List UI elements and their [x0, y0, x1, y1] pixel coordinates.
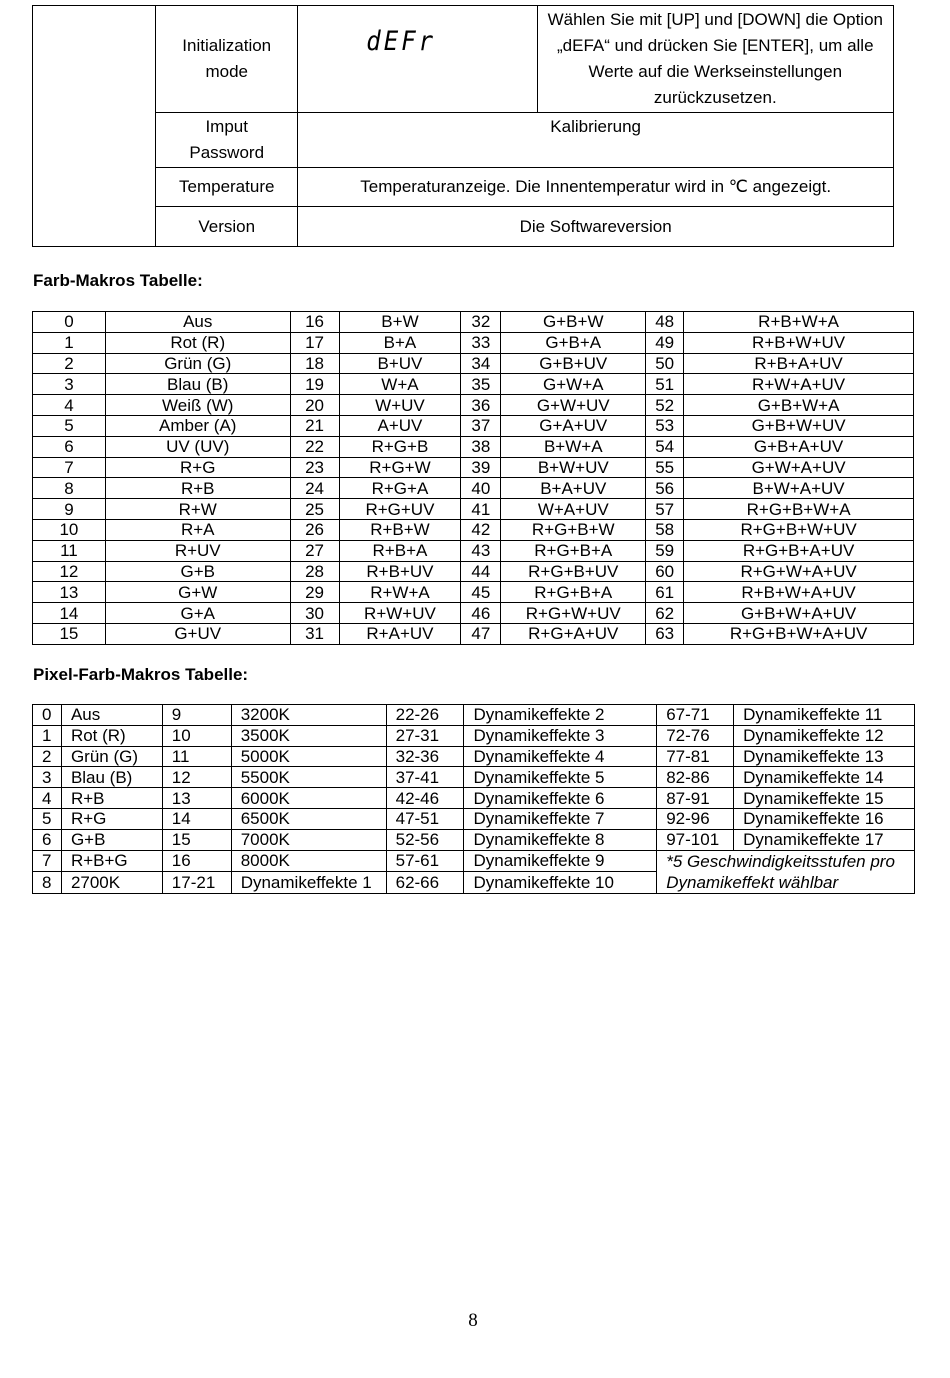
macro-color-cell: R+G+B+A [501, 540, 646, 561]
macro-number-cell: 40 [461, 478, 501, 499]
macro-color-cell: G+W [105, 582, 290, 603]
macro-color-cell: Weiß (W) [105, 395, 290, 416]
version-description: Die Softwareversion [298, 207, 894, 247]
pixel-number-cell: 37-41 [386, 767, 464, 788]
pixel-effect-cell: Dynamikeffekte 10 [464, 872, 657, 894]
pixel-effect-cell: Dynamikeffekte 4 [464, 746, 657, 767]
macro-number-cell: 26 [290, 519, 339, 540]
temperature-description: Temperaturanzeige. Die Innentemperatur wird in ℃ angezeigt. [298, 168, 894, 207]
macro-color-cell: Amber (A) [105, 415, 290, 436]
macro-number-cell: 60 [646, 561, 684, 582]
macro-number-cell: 11 [33, 540, 106, 561]
macro-color-cell: B+A+UV [501, 478, 646, 499]
pixel-number-cell: 82-86 [657, 767, 734, 788]
macro-color-cell: B+W+A+UV [684, 478, 914, 499]
macro-color-cell: R+A [105, 519, 290, 540]
macro-color-cell: R+B+W+A [684, 312, 914, 333]
pixel-effect-cell: Dynamikeffekte 2 [464, 705, 657, 726]
macro-color-cell: R+W [105, 499, 290, 520]
pixel-effect-cell: 2700K [61, 872, 162, 894]
pixel-effect-cell: Dynamikeffekte 14 [734, 767, 915, 788]
macro-color-cell: G+B+UV [501, 353, 646, 374]
macro-number-cell: 48 [646, 312, 684, 333]
table-row [33, 457, 914, 478]
macro-number-cell: 50 [646, 353, 684, 374]
macro-color-cell: UV (UV) [105, 436, 290, 457]
pixel-effect-cell: R+B+G [61, 850, 162, 872]
macro-number-cell: 44 [461, 561, 501, 582]
macro-number-cell: 22 [290, 436, 339, 457]
macro-number-cell: 43 [461, 540, 501, 561]
macro-color-cell: R+B+UV [339, 561, 461, 582]
pixel-number-cell: 52-56 [386, 829, 464, 850]
macro-number-cell: 10 [33, 519, 106, 540]
macro-number-cell: 0 [33, 312, 106, 333]
table-row [33, 478, 914, 499]
macro-color-cell: R+G+B+W+A [684, 499, 914, 520]
macro-color-cell: G+B+W+A+UV [684, 603, 914, 624]
macro-color-cell: R+G+A+UV [501, 623, 646, 644]
macro-color-cell: B+W+UV [501, 457, 646, 478]
pixel-number-cell: 62-66 [386, 872, 464, 894]
macro-number-cell: 9 [33, 499, 106, 520]
pixel-number-cell: 27-31 [386, 725, 464, 746]
macro-color-cell: G+B+W+A [684, 395, 914, 416]
macro-number-cell: 15 [33, 623, 106, 644]
color-macros-heading: Farb-Makros Tabelle: [33, 271, 203, 290]
pixel-number-cell: 42-46 [386, 788, 464, 809]
macro-number-cell: 14 [33, 603, 106, 624]
pixel-effect-cell: Dynamikeffekte 6 [464, 788, 657, 809]
macro-color-cell: R+G+W+UV [501, 603, 646, 624]
pixel-number-cell: 4 [33, 788, 62, 809]
macro-number-cell: 25 [290, 499, 339, 520]
pixel-effect-cell: Dynamikeffekte 9 [464, 850, 657, 872]
macro-color-cell: Grün (G) [105, 353, 290, 374]
password-description: Kalibrierung [298, 113, 894, 168]
macro-number-cell: 35 [461, 374, 501, 395]
macro-number-cell: 5 [33, 415, 106, 436]
macro-color-cell: R+G+W [339, 457, 461, 478]
pixel-number-cell: 11 [162, 746, 231, 767]
macro-number-cell: 6 [33, 436, 106, 457]
pixel-number-cell: 8 [33, 872, 62, 894]
macro-color-cell: R+B+A [339, 540, 461, 561]
macro-number-cell: 46 [461, 603, 501, 624]
macro-number-cell: 36 [461, 395, 501, 416]
pixel-macros-table [32, 704, 915, 894]
macro-color-cell: W+A [339, 374, 461, 395]
pixel-number-cell: 9 [162, 705, 231, 726]
macro-color-cell: R+W+A+UV [684, 374, 914, 395]
macro-color-cell: B+W [339, 312, 461, 333]
macro-number-cell: 1 [33, 332, 106, 353]
pixel-effect-cell: Dynamikeffekte 15 [734, 788, 915, 809]
table-row [33, 705, 915, 726]
macro-color-cell: G+W+A [501, 374, 646, 395]
macro-number-cell: 37 [461, 415, 501, 436]
pixel-effect-cell: Grün (G) [61, 746, 162, 767]
macro-color-cell: R+A+UV [339, 623, 461, 644]
pixel-number-cell: 12 [162, 767, 231, 788]
macro-number-cell: 16 [290, 312, 339, 333]
speed-note: *5 Geschwindigkeitsstufen pro Dynamikeffekt wählbar [657, 850, 915, 893]
macro-number-cell: 63 [646, 623, 684, 644]
macro-color-cell: R+G+B+W+UV [684, 519, 914, 540]
macro-color-cell: G+UV [105, 623, 290, 644]
macro-number-cell: 21 [290, 415, 339, 436]
macro-number-cell: 17 [290, 332, 339, 353]
macro-color-cell: R+G+B+W [501, 519, 646, 540]
table-row [33, 561, 914, 582]
pixel-effect-cell: 3200K [231, 705, 386, 726]
macro-color-cell: R+G+B [339, 436, 461, 457]
macro-color-cell: R+G+B+UV [501, 561, 646, 582]
macro-color-cell: B+A [339, 332, 461, 353]
pixel-effect-cell: Dynamikeffekte 17 [734, 829, 915, 850]
table-row [33, 850, 915, 872]
pixel-number-cell: 72-76 [657, 725, 734, 746]
macro-color-cell: G+W+A+UV [684, 457, 914, 478]
macro-number-cell: 32 [461, 312, 501, 333]
pixel-effect-cell: Dynamikeffekte 5 [464, 767, 657, 788]
macro-number-cell: 13 [33, 582, 106, 603]
page-number: 8 [468, 1310, 478, 1331]
temperature-label: Temperature [156, 168, 298, 207]
macro-number-cell: 20 [290, 395, 339, 416]
table-row [33, 582, 914, 603]
table-row [33, 808, 915, 829]
macro-number-cell: 24 [290, 478, 339, 499]
macro-color-cell: B+W+A [501, 436, 646, 457]
pixel-effect-cell: 5000K [231, 746, 386, 767]
pixel-effect-cell: Dynamikeffekte 12 [734, 725, 915, 746]
table-row [33, 829, 915, 850]
pixel-number-cell: 13 [162, 788, 231, 809]
pixel-effect-cell: R+G [61, 808, 162, 829]
macro-number-cell: 51 [646, 374, 684, 395]
pixel-effect-cell: 8000K [231, 850, 386, 872]
pixel-number-cell: 14 [162, 808, 231, 829]
pixel-effect-cell: G+B [61, 829, 162, 850]
macro-number-cell: 41 [461, 499, 501, 520]
pixel-effect-cell: Dynamikeffekte 8 [464, 829, 657, 850]
macro-number-cell: 54 [646, 436, 684, 457]
macro-color-cell: G+W+UV [501, 395, 646, 416]
pixel-number-cell: 2 [33, 746, 62, 767]
macro-color-cell: G+A [105, 603, 290, 624]
pixel-number-cell: 7 [33, 850, 62, 872]
init-mode-description: Wählen Sie mit [UP] und [DOWN] die Option „dEFA“ und drücken Sie [ENTER], um alle Werte auf die Werkseinstellungen zurückzusetzen. [537, 6, 893, 113]
macro-number-cell: 31 [290, 623, 339, 644]
macro-number-cell: 8 [33, 478, 106, 499]
pixel-number-cell: 16 [162, 850, 231, 872]
pixel-number-cell: 47-51 [386, 808, 464, 829]
pixel-effect-cell: Dynamikeffekte 7 [464, 808, 657, 829]
macro-number-cell: 23 [290, 457, 339, 478]
macro-number-cell: 39 [461, 457, 501, 478]
table-row [33, 499, 914, 520]
macro-number-cell: 55 [646, 457, 684, 478]
pixel-number-cell: 0 [33, 705, 62, 726]
table-row [33, 725, 915, 746]
macro-color-cell: G+B+W [501, 312, 646, 333]
table-row [33, 353, 914, 374]
pixel-number-cell: 87-91 [657, 788, 734, 809]
macro-color-cell: R+G+B+W+A+UV [684, 623, 914, 644]
macro-color-cell: A+UV [339, 415, 461, 436]
pixel-effect-cell: 6000K [231, 788, 386, 809]
pixel-macros-heading: Pixel-Farb-Makros Tabelle: [33, 665, 249, 684]
macro-number-cell: 49 [646, 332, 684, 353]
version-label: Version [156, 207, 298, 247]
pixel-number-cell: 6 [33, 829, 62, 850]
init-mode-label: Initialization mode [156, 6, 298, 113]
macro-color-cell: R+B+W [339, 519, 461, 540]
macro-color-cell: B+UV [339, 353, 461, 374]
macro-number-cell: 33 [461, 332, 501, 353]
macro-color-cell: W+UV [339, 395, 461, 416]
macro-number-cell: 45 [461, 582, 501, 603]
macro-color-cell: Aus [105, 312, 290, 333]
pixel-effect-cell: 3500K [231, 725, 386, 746]
password-label: Imput Password [156, 113, 298, 168]
table-row [33, 623, 914, 644]
lcd-display-text: dEFr [366, 25, 437, 57]
macro-number-cell: 27 [290, 540, 339, 561]
pixel-number-cell: 57-61 [386, 850, 464, 872]
macro-number-cell: 7 [33, 457, 106, 478]
pixel-effect-cell: R+B [61, 788, 162, 809]
pixel-effect-cell: 7000K [231, 829, 386, 850]
pixel-effect-cell: Dynamikeffekte 11 [734, 705, 915, 726]
macro-color-cell: Rot (R) [105, 332, 290, 353]
pixel-number-cell: 22-26 [386, 705, 464, 726]
table-row [33, 519, 914, 540]
table-row [33, 374, 914, 395]
table-row [33, 395, 914, 416]
pixel-number-cell: 67-71 [657, 705, 734, 726]
macro-color-cell: R+W+A [339, 582, 461, 603]
macro-color-cell: R+G+B+A+UV [684, 540, 914, 561]
table-row [33, 415, 914, 436]
macro-color-cell: R+B [105, 478, 290, 499]
pixel-number-cell: 32-36 [386, 746, 464, 767]
macro-number-cell: 18 [290, 353, 339, 374]
macro-color-cell: R+B+W+A+UV [684, 582, 914, 603]
table-row [33, 332, 914, 353]
macro-color-cell: R+G+UV [339, 499, 461, 520]
pixel-number-cell: 15 [162, 829, 231, 850]
macro-color-cell: R+G+W+A+UV [684, 561, 914, 582]
macro-number-cell: 19 [290, 374, 339, 395]
table-row [33, 436, 914, 457]
macro-color-cell: G+B+W+UV [684, 415, 914, 436]
macro-number-cell: 53 [646, 415, 684, 436]
macro-color-cell: Blau (B) [105, 374, 290, 395]
macro-color-cell: G+B [105, 561, 290, 582]
macro-number-cell: 62 [646, 603, 684, 624]
pixel-number-cell: 3 [33, 767, 62, 788]
macro-color-cell: R+B+A+UV [684, 353, 914, 374]
macro-color-cell: R+G+A [339, 478, 461, 499]
pixel-effect-cell: Rot (R) [61, 725, 162, 746]
macro-number-cell: 47 [461, 623, 501, 644]
pixel-number-cell: 92-96 [657, 808, 734, 829]
macro-number-cell: 2 [33, 353, 106, 374]
macro-color-cell: R+G [105, 457, 290, 478]
macro-number-cell: 34 [461, 353, 501, 374]
macro-number-cell: 56 [646, 478, 684, 499]
macro-number-cell: 4 [33, 395, 106, 416]
macro-color-cell: G+A+UV [501, 415, 646, 436]
pixel-number-cell: 77-81 [657, 746, 734, 767]
macro-number-cell: 28 [290, 561, 339, 582]
pixel-number-cell: 97-101 [657, 829, 734, 850]
macro-number-cell: 57 [646, 499, 684, 520]
table-row [33, 603, 914, 624]
table-row [33, 540, 914, 561]
macro-color-cell: R+B+W+UV [684, 332, 914, 353]
macro-number-cell: 52 [646, 395, 684, 416]
init-mode-display [298, 6, 537, 113]
blank-margin-cell [33, 6, 156, 247]
macro-number-cell: 12 [33, 561, 106, 582]
pixel-number-cell: 5 [33, 808, 62, 829]
macro-number-cell: 61 [646, 582, 684, 603]
pixel-effect-cell: Dynamikeffekte 3 [464, 725, 657, 746]
macro-number-cell: 38 [461, 436, 501, 457]
pixel-effect-cell: Aus [61, 705, 162, 726]
macro-number-cell: 42 [461, 519, 501, 540]
pixel-effect-cell: Blau (B) [61, 767, 162, 788]
macro-number-cell: 3 [33, 374, 106, 395]
pixel-number-cell: 10 [162, 725, 231, 746]
pixel-effect-cell: Dynamikeffekte 16 [734, 808, 915, 829]
pixel-effect-cell: Dynamikeffekte 1 [231, 872, 386, 894]
pixel-effect-cell: Dynamikeffekte 13 [734, 746, 915, 767]
macro-number-cell: 59 [646, 540, 684, 561]
table-row [33, 767, 915, 788]
macro-color-cell: R+G+B+A [501, 582, 646, 603]
macro-number-cell: 30 [290, 603, 339, 624]
macro-color-cell: G+B+A [501, 332, 646, 353]
table-row [33, 312, 914, 333]
pixel-effect-cell: 6500K [231, 808, 386, 829]
macro-color-cell: R+W+UV [339, 603, 461, 624]
table-row [33, 746, 915, 767]
table-row [33, 788, 915, 809]
pixel-number-cell: 1 [33, 725, 62, 746]
macro-number-cell: 29 [290, 582, 339, 603]
color-macros-table [32, 311, 914, 645]
pixel-number-cell: 17-21 [162, 872, 231, 894]
macro-color-cell: W+A+UV [501, 499, 646, 520]
macro-number-cell: 58 [646, 519, 684, 540]
macro-color-cell: R+UV [105, 540, 290, 561]
pixel-effect-cell: 5500K [231, 767, 386, 788]
settings-table [32, 5, 894, 247]
macro-color-cell: G+B+A+UV [684, 436, 914, 457]
